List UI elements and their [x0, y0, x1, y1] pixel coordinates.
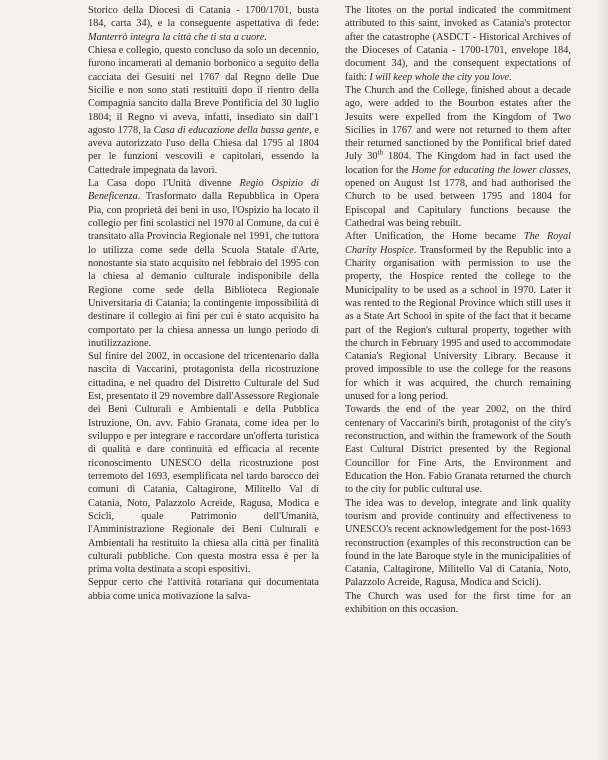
paragraph: Sul finire del 2002, in occasione del tricentenario dalla nascita di Vaccarini, protagonista della ricostruzione cittadina, e nel quadro del Distretto Culturale del Sud Est, presentato il 29 novembre dall'Assessore Regionale dei Beni Culturali e Ambientali e della Pubblica Istruzione, On. avv. Fabio Granata, come idea per lo sviluppo e per integrare e raccordare un'offerta turistica di qualità e dare continuità ed efficacia al recente riconoscimento UNESCO della ricostruzione post terremoto del 1693, esemplificata nel tardo barocco dei comuni di Catania, Caltagirone, Militello Val di Catania, Noto, Palazzolo Acreide, Ragusa, Modica e Scicli, quale Patrimonio dell'Umanità, l'Amministrazione Regionale dei Beni Culturali e Ambientali ha restituito la chiesa alla città per finalità culturali pubbliche. Con questa mostra essa è per la prima volta destinata a scopi espositivi. [88, 351, 319, 576]
paragraph: The Church was used for the first time for an exhibition on this occasion. [345, 590, 571, 616]
text-run: 1804. The Kingdom had in fact used the location for the [345, 151, 571, 176]
text-run: , opened on August 1st 1778, and had authorised the Church to be used between 1795 and 1804 for Episcopal and Capitulary functions because the Cathedral was being rebuilt. [345, 164, 571, 229]
page-edge-shadow [596, 0, 608, 760]
text-run: The litotes on the portal indicated the commitment attributed to this saint, invoked as Catania's protector after the catastrophe (ASDCT - Historical Archives of the Dioceses of Catania - 1700-1701, envelope 184, document 34), and the consequent expectations of faith: [345, 5, 571, 83]
italic-title: Regio Ospizio di Beneficenza [88, 178, 319, 203]
paragraph [345, 230, 571, 403]
italic-quote: I will keep whole the city you love. [369, 71, 512, 83]
italic-title: Casa di educazione della bassa gente [153, 124, 310, 136]
text-run: Chiesa e collegio, questo concluso da solo un decennio, furono incamerati al demanio borbonico a seguito della cacciata dei Gesuiti nel 1767 dal Regno delle Due Sicilie e non sono stati restituiti dopo il rientro della Compagnia sancito dalla Breve Pontificia del 30 luglio 1804; il Regno vi aveva, infatti, insediato sin dall'1 agosto 1778, la [88, 44, 319, 136]
paragraph [345, 4, 571, 84]
italic-quote: Manterrò integra la città che ti sta a cuore. [88, 31, 267, 43]
paragraph: Seppur certo che l'attività rotariana qui documentata abbia come unica motivazione la salva- [88, 577, 319, 602]
paragraph [88, 4, 319, 44]
text-run: The Church and the College, finished about a decade ago, were added to the Bourbon estates after the Jesuits were expelled from the Kingdom of Two Sicilies in 1767 and were not returned to them after their returned sanctioned by the Pontifical brief dated July 30 [345, 84, 571, 163]
text-run: . Trasformato dalla Repubblica in Opera Pia, con proprietà dei beni in uso, l'Ospizio ha locato il collegio per fini scolastici nel 1970 al Comune, da cui è transitato alla Provincia Regionale nel 1991, che tuttora lo utilizza come sede della Scuola Statale d'Arte, nonostante sia stato acquisito nel febbraio del 1995 con la chiesa al demanio culturale indisponibile della Regione come sede della Biblioteca Regionale Universitaria di Catania; la contingente impossibilità di destinare il collegio ai fini per cui è stato acquisito ha comportato per la chiesa annessa un lungo periodo di inutilizzazione. [88, 191, 319, 349]
text-run: La Casa dopo l'Unità divenne [88, 178, 240, 190]
text-run: , e aveva autorizzato l'uso della Chiesa dal 1795 al 1804 per le funzioni vescovili e capitolari, essendo la Cattedrale impegnata da lavori. [88, 124, 319, 176]
paragraph: The idea was to develop, integrate and link quality tourism and provide continuity and effectiveness to UNESCO's recent acknowledgement for the post-1693 reconstruction (examples of this reconstruction can be found in the late Baroque style in the municipalities of Catania, Caltagirone, Militello Val di Catania, Noto, Palazzolo Acreide, Ragusa, Modica and Scicli). [345, 497, 571, 589]
text-run: Storico della Diocesi di Catania - 1700/1701, busta 184, carta 34), e la conseguente aspettativa di fede: [88, 5, 319, 30]
text-run: After Unification, the Home became [345, 231, 524, 243]
paragraph [88, 44, 319, 177]
paragraph [345, 84, 571, 230]
superscript: th [377, 149, 383, 158]
paragraph [88, 177, 319, 350]
italian-column [88, 4, 319, 603]
italic-title: The Royal Charity Hospice [345, 231, 571, 256]
english-column [345, 4, 571, 616]
paragraph: Towards the end of the year 2002, on the third centenary of Vaccarini's birth, protagonist of the city's reconstruction, and within the framework of the South East Cultural District presented by the Regional Councillor for Fine Arts, the Environment and Education the Hon. Fabio Granata returned the church to the city for public cultural use. [345, 404, 571, 496]
text-run: . Transformed by the Republic into a Charity organisation with permission to use the property, the Hospice rented the college to the Municipality to be used as a school in 1970. Later it was rented to the Regional Province which still uses it as a State Art School in spite of the fact that it became part of the Region's cultural property, together with the church in February 1995 and used to accommodate Catania's Regional University Library. Because it proved impossible to use the college for the reasons for which it was acquired, the church remaining unused for a long period. [345, 244, 572, 403]
italic-title: Home for educating the lower classes [411, 164, 569, 176]
